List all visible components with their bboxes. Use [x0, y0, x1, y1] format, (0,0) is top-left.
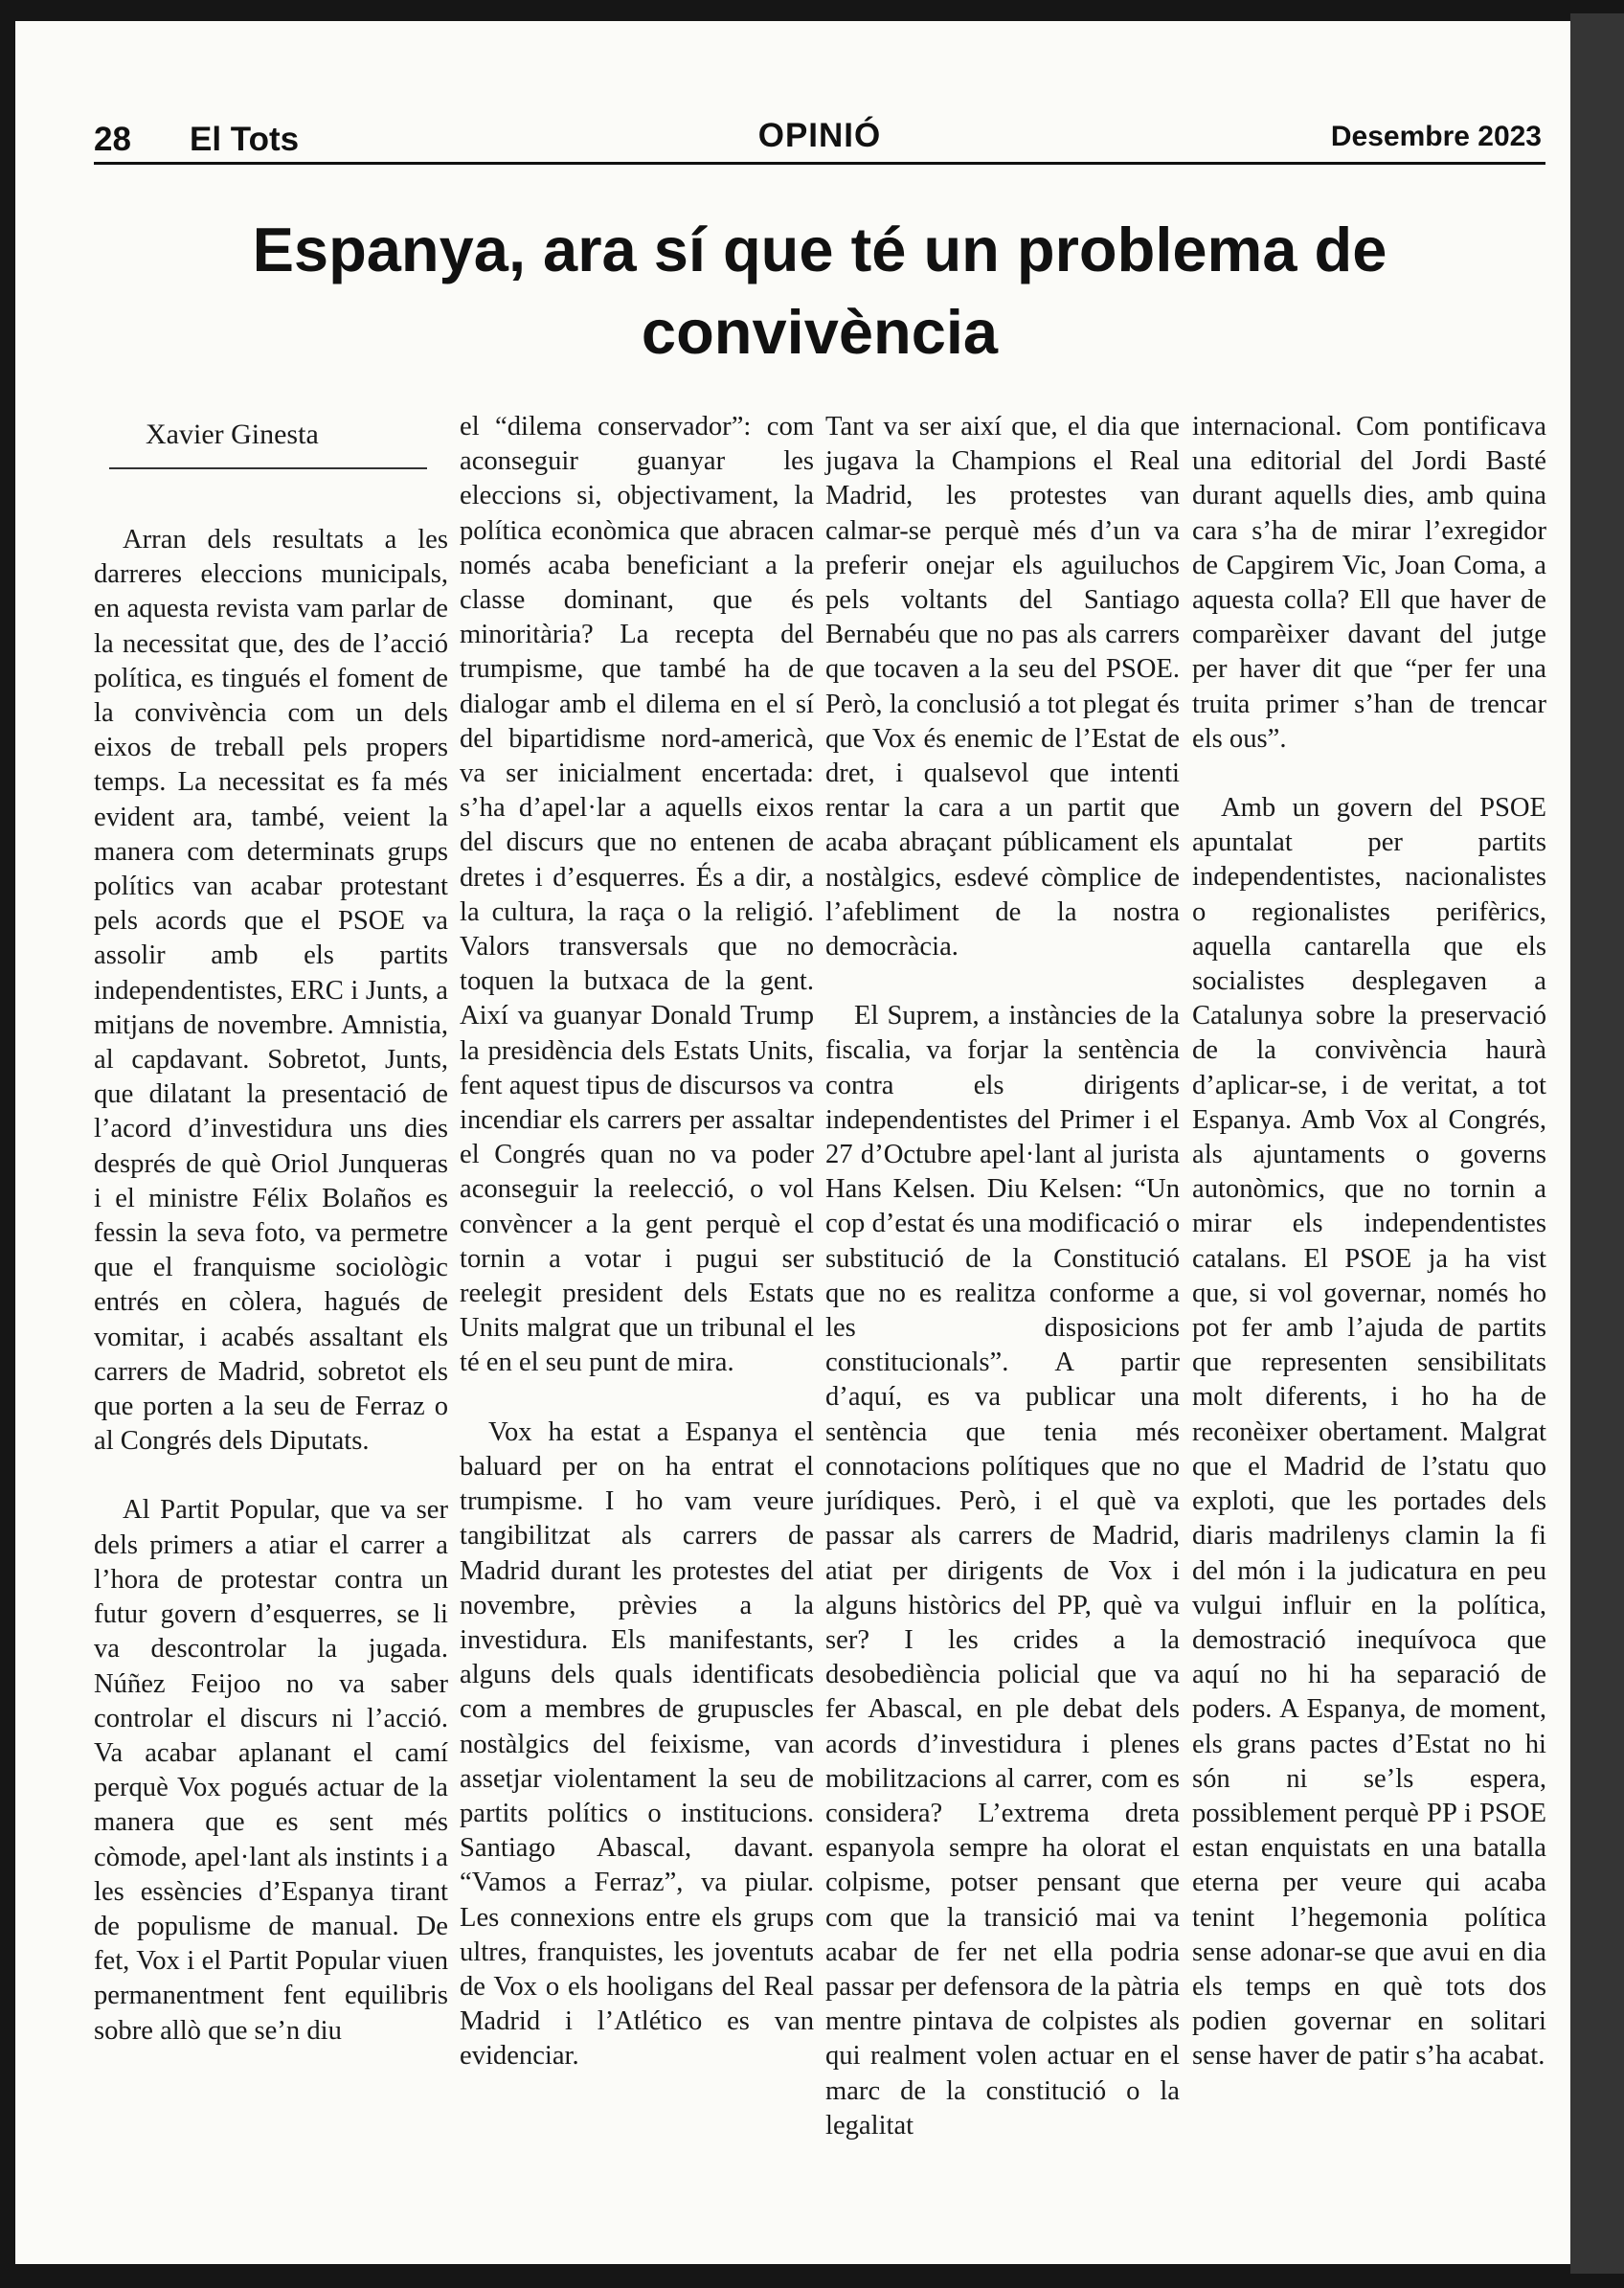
paragraph: el “dilema conservador”: com aconseguir guanyar les eleccions si, objectivament, la política econòmica que abracen només acaba beneficiant a la classe dominant, que és minoritària? La recepta del trumpisme, que també ha de dialogar amb el dilema en el sí del bipartidisme nord-americà, va ser inicialment encertada: s’ha d’apel·lar a aquells eixos del discurs que no entenen de dretes i d’esquerres. És a dir, a la cultura, la raça o la religió. Valors transversals que no toquen la butxaca de la gent. Així va guanyar Donald Trump la presidència dels Estats Units, fent aquest tipus de discursos va incendiar els carrers per assaltar el Congrés quan no va poder aconseguir la reelecció, o vol convèncer a la gent perquè el tornin a votar i pugui ser reelegit president dels Estats Units malgrat que un tribunal el té en el seu punt de mira. — [460, 412, 814, 1378]
article-column-1 — [94, 408, 448, 2049]
paragraph: El Suprem, a instàncies de la fiscalia, va forjar la sentència contra els dirigents independentistes del Primer i el 27 d’Octubre apel·lant al jurista Hans Kelsen. Diu Kelsen: “Un cop d’estat és una modificació o substitució de la Constitució que no es realitza conforme a les disposicions constitucionals”. A partir d’aquí, es va publicar una sentència que tenia més connotacions polítiques que no jurídiques. Però, i el què va passar als carrers de Madrid, atiat per dirigents de Vox i alguns històrics del PP, què va ser? I les crides a la desobediència policial que va fer Abascal, en ple debat dels acords d’investidura i plenes mobilitzacions al carrer, com es considera? L’extrema dreta espanyola sempre ha olorat el colpisme, potser pensant que com que la transició mai va acabar de fer net ella podria passar per defensora de la pàtria mentre pintava de colpistes als qui realment volen actuar en el marc de la constitució o la legalitat — [825, 1001, 1180, 2141]
paragraph: Tant va ser així que, el dia que jugava la Champions el Real Madrid, les protestes van calmar-se perquè més d’un va preferir onejar els aguiluchos pels voltants del Santiago Bernabéu que no pas als carrers que tocaven a la seu del PSOE. Però, la conclusió a tot plegat és que Vox és enemic de l’Estat de dret, i qualsevol que intenti rentar la cara a un partit que acaba abraçant públicament els nostàlgics, esdevé còmplice de l’afebliment de la nostra democràcia. — [825, 412, 1180, 963]
paragraph: internacional. Com pontificava una editorial del Jordi Basté durant aquells dies, amb quina cara s’ha de mirar l’exregidor de Capgirem Vic, Joan Coma, a aquesta colla? Ell que haver de comparèixer davant del jutge per haver dit que “per fer una truita primer s’han de trencar els ous”. — [1192, 412, 1546, 754]
article-headline: Espanya, ara sí que té un problema de convivència — [252, 215, 1387, 367]
paragraph: Al Partit Popular, que va ser dels primers a atiar el carrer a l’hora de protestar contra un futur govern d’esquerres, se li va descontrolar la jugada. Núñez Feijoo no va saber controlar el discurs ni l’acció. Va acabar aplanant el camí perquè Vox pogués actuar de la manera que es sent més còmode, apel·lant als instints i a les essències d’Espanya tirant de populisme de manual. De fet, Vox i el Partit Popular viuen permanentment fent equilibris sobre allò que se’n diu — [94, 1495, 448, 2046]
page-header — [94, 102, 1545, 163]
paragraph: Amb un govern del PSOE apuntalat per partits independentistes, nacionalistes o regionalistes perifèrics, aquella cantarella que els socialistes desplegaven a Catalunya sobre la preservació de la convivència haurà d’aplicar-se, i de veritat, a tot Espanya. Amb Vox al Congrés, als ajuntaments o governs autonòmics, que no tornin a mirar els independentistes catalans. El PSOE ja ha vist que, si vol governar, només ho pot fer amb l’ajuda de partits que representen sensibilitats molt diferents, i ho ha de reconèixer obertament. Malgrat que el Madrid de l’statu quo exploti, que les portades dels diaris madrilenys clamin la fi del món i la judicatura en peu vulgui influir en la política, demostració inequívoca que aquí no hi ha separació de poders. A Espanya, de moment, els grans pactes d’Estat no hi són ni se’ls espera, possiblement perquè PP i PSOE estan enquistats en una batalla eterna per veure qui acaba tenint l’hegemonia política sense adonar-se que avui en dia els temps en què tots dos podien governar en solitari sense haver de patir s’ha acabat. — [1192, 793, 1546, 2072]
paragraph: Vox ha estat a Espanya el baluard per on ha entrat el trumpisme. I ho vam veure tangibilitzat als carrers de Madrid durant les protestes del novembre, prèvies a la investidura. Els manifestants, alguns dels quals identificats com a membres de grupuscles nostàlgics del feixisme, van assetjar violentament la seu de partits polítics o institucions. Santiago Abascal, davant. “Vamos a Ferraz”, va piular. Les connexions entre els grups ultres, franquistes, les joventuts de Vox o els hooligans del Real Madrid i l’Atlético es van evidenciar. — [460, 1416, 814, 2072]
page-edge-shadow — [1570, 13, 1624, 2274]
byline-rule — [109, 467, 427, 469]
byline — [94, 408, 448, 523]
author-name: Xavier Ginesta — [146, 419, 319, 450]
section-label: OPINIÓ — [757, 117, 882, 154]
paragraph: Arran dels resultats a les darreres eleccions municipals, en aquesta revista vam parlar de la necessitat que, des de l’acció política, es tingués el foment de la convivència com un dels eixos de treball pels propers temps. La necessitat es fa més evident ara, també, veient la manera com determinats grups polítics van acabar protestant pels acords que el PSOE va assolir amb els partits independentistes, ERC i Junts, a mitjans de novembre. Amnistia, al capdavant. Sobretot, Junts, que dilatant la presentació de l’acord d’investidura uns dies després de què Oriol Junqueras i el ministre Félix Bolaños es fessin la seva foto, va permetre que el franquisme sociològic entrés en còlera, hagués de vomitar, i acabés assaltant els carrers de Madrid, sobretot els que porten a la seu de Ferraz o al Congrés dels Diputats. — [94, 525, 448, 1457]
page-number: 28 — [94, 121, 131, 158]
publication-name: El Tots — [190, 121, 300, 158]
article-column-2 — [460, 410, 814, 2074]
issue-date: Desembre 2023 — [1330, 121, 1542, 152]
newspaper-page — [15, 21, 1570, 2264]
header-rule — [94, 162, 1545, 165]
article-column-3 — [825, 410, 1180, 2143]
article-column-4 — [1192, 410, 1546, 2074]
